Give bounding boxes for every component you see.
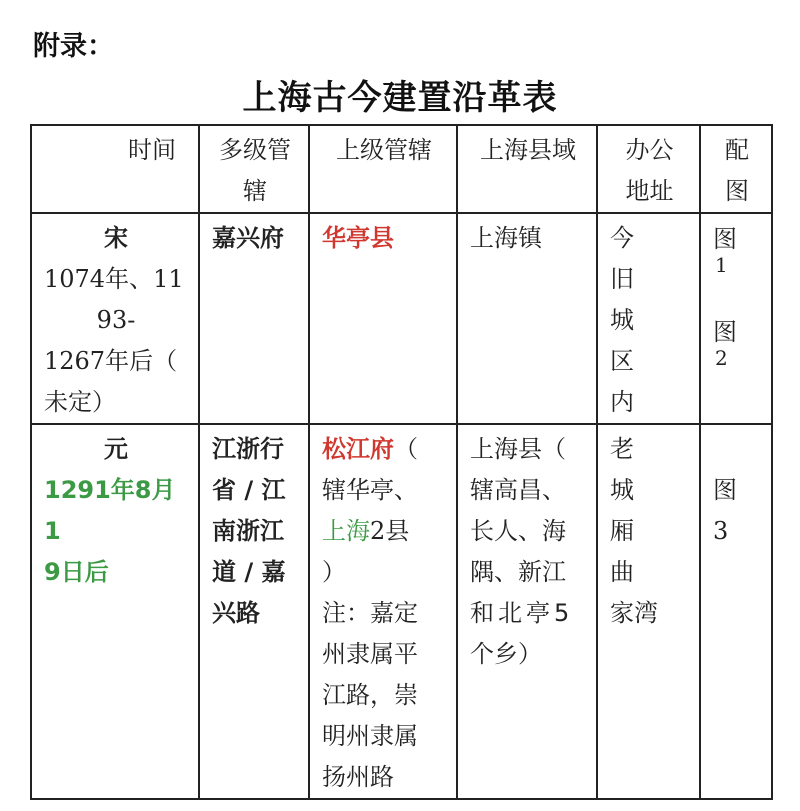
yuan-office-line3: 家湾 (610, 599, 658, 627)
header-multi-level-line1: 多级管 (219, 136, 291, 164)
song-figure-1-num: 1 (715, 253, 728, 277)
yuan-multi-level-line3: 南浙江 (212, 517, 284, 545)
song-multi-level-cell (199, 213, 309, 424)
header-multi-level-line2: 辖 (243, 177, 267, 205)
header-multi-level (199, 125, 309, 213)
yuan-date-line2: 9日后 (44, 558, 109, 586)
yuan-note-line2: 州隶属平 (322, 640, 418, 668)
yuan-multi-level-line5: 兴路 (212, 599, 260, 627)
yuan-superior-count: 2县 (370, 517, 410, 545)
header-office-line2: 地址 (625, 177, 674, 205)
song-date-line3: 1267年后（ (44, 347, 178, 375)
yuan-superior-paren: （ (394, 435, 418, 463)
song-office-line1: 今旧 (610, 224, 656, 293)
header-office (597, 125, 700, 213)
yuan-figure-num: 3 (713, 517, 729, 545)
song-figure-1-char: 图 (713, 225, 737, 253)
table-title: 上海古今建置沿革表 (242, 78, 558, 118)
yuan-dynasty: 元 (104, 435, 128, 463)
yuan-office-line1: 老城 (610, 435, 656, 504)
yuan-superior-line2: 辖华亭、 (322, 476, 418, 504)
header-superior-label: 上级管辖 (336, 136, 432, 164)
yuan-time-cell (31, 424, 199, 799)
yuan-figure-cell (700, 424, 772, 799)
yuan-county-line3: 长人、海 (470, 517, 566, 545)
song-office-line2: 城区 (610, 306, 656, 375)
header-time (31, 125, 199, 213)
header-superior (309, 125, 457, 213)
song-office-line3: 内 (610, 388, 634, 416)
yuan-note-line5: 扬州路 (322, 763, 394, 791)
header-figure-line1: 配 (725, 136, 749, 164)
yuan-county-line4: 隅、新江 (470, 558, 566, 586)
song-figure-2 (713, 319, 737, 371)
yuan-office-cell (597, 424, 700, 799)
yuan-county-line5: 和北亭5 (470, 599, 574, 627)
yuan-figure-char: 图 (713, 476, 737, 504)
song-figure-1 (713, 226, 737, 278)
song-superior-cell (309, 213, 457, 424)
yuan-superior-line3 (322, 511, 446, 552)
header-county (457, 125, 597, 213)
header-figure (700, 125, 772, 213)
yuan-note-line4: 明州隶属 (322, 722, 418, 750)
appendix-label: 附录： (33, 31, 114, 62)
yuan-multi-level-line4: 道 / 嘉 (212, 558, 286, 586)
history-table (30, 124, 773, 800)
yuan-note-line3: 江路，崇 (322, 681, 418, 709)
header-office-line1: 办公 (625, 136, 674, 164)
song-office-cell (597, 213, 700, 424)
table-header-row (31, 125, 772, 213)
yuan-county-line2: 辖高昌、 (470, 476, 566, 504)
table-row-yuan (31, 424, 772, 799)
yuan-multi-level-line1: 江浙行 (212, 435, 284, 463)
yuan-county-cell (457, 424, 597, 799)
header-figure-line2: 图 (725, 177, 749, 205)
song-county-cell (457, 213, 597, 424)
yuan-date-line1: 1291年8月1 (44, 476, 176, 545)
song-time-cell (31, 213, 199, 424)
yuan-superior-shanghai: 上海 (322, 517, 370, 545)
yuan-superior-cell (309, 424, 457, 799)
yuan-office-line2: 厢曲 (610, 517, 656, 586)
yuan-county-line6: 个乡） (470, 640, 542, 668)
yuan-multi-level-cell (199, 424, 309, 799)
song-superior: 华亭县 (322, 224, 394, 252)
song-figure-2-num: 2 (715, 346, 728, 370)
song-date-line2: 93- (96, 306, 136, 334)
header-county-label: 上海县域 (480, 136, 576, 164)
yuan-note-line1: 注：嘉定 (322, 599, 418, 627)
yuan-superior-name: 松江府 (322, 435, 394, 463)
song-figure-cell (700, 213, 772, 424)
song-dynasty: 宋 (104, 224, 128, 252)
song-date-line4: 未定） (44, 388, 116, 416)
table-row-song (31, 213, 772, 424)
song-multi-level: 嘉兴府 (212, 224, 284, 252)
song-county: 上海镇 (470, 224, 542, 252)
song-figure-2-char: 图 (713, 318, 737, 346)
yuan-multi-level-line2: 省 / 江 (212, 476, 286, 504)
song-date-line1: 1074年、11 (44, 265, 184, 293)
yuan-superior-line1 (322, 429, 446, 470)
header-time-label: 时间 (128, 136, 176, 164)
yuan-superior-line4: ） (322, 558, 346, 586)
yuan-county-line1: 上海县（ (470, 435, 566, 463)
